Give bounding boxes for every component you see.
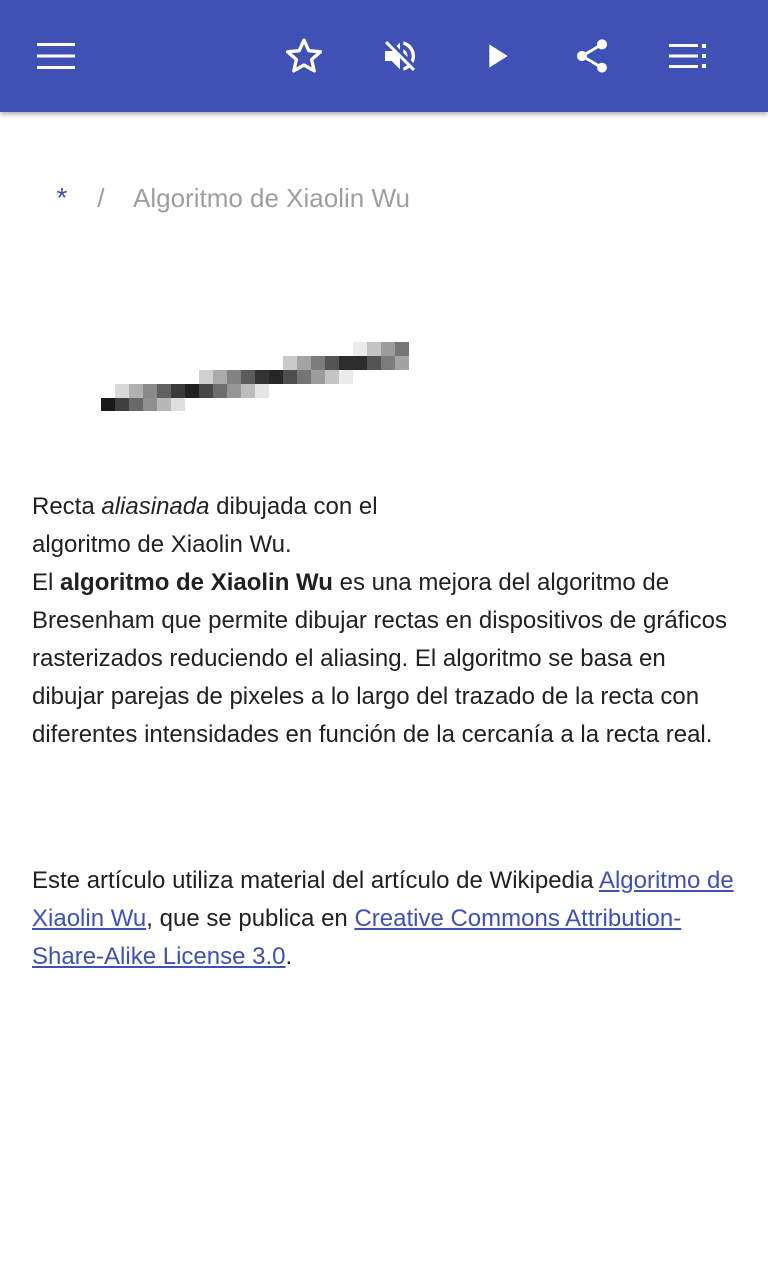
line-pixel <box>143 384 157 398</box>
app-bar <box>0 0 768 112</box>
breadcrumb <box>52 178 410 218</box>
menu-icon <box>37 42 75 70</box>
line-pixel <box>115 398 129 411</box>
breadcrumb-root-link[interactable]: * <box>56 182 68 213</box>
star-outline-icon <box>284 36 324 76</box>
toc-button[interactable] <box>656 24 720 88</box>
play-button[interactable] <box>464 24 528 88</box>
line-pixel <box>227 370 241 384</box>
line-pixel <box>367 356 381 370</box>
share-button[interactable] <box>560 24 624 88</box>
line-pixel <box>213 384 227 398</box>
line-pixel <box>241 384 255 398</box>
favorite-button[interactable] <box>272 24 336 88</box>
article-term: algoritmo de Xiaolin Wu <box>60 569 333 596</box>
line-pixel <box>325 370 339 384</box>
line-pixel <box>129 384 143 398</box>
line-pixel <box>199 384 213 398</box>
line-pixel <box>339 356 353 370</box>
license-link[interactable]: Creative Commons Attribution-Share-Alike License 3.0 <box>32 905 682 970</box>
line-pixel <box>143 398 157 411</box>
share-icon <box>572 36 612 76</box>
line-pixel <box>227 384 241 398</box>
line-pixel <box>115 384 129 398</box>
line-pixel <box>311 356 325 370</box>
wikipedia-article-link[interactable]: Algoritmo de Xiaolin Wu <box>32 867 734 932</box>
play-icon <box>476 36 516 76</box>
line-pixel <box>381 356 395 370</box>
line-pixel <box>241 370 255 384</box>
line-pixel <box>297 370 311 384</box>
line-pixel <box>101 398 115 411</box>
line-pixel <box>157 384 171 398</box>
line-pixel <box>297 356 311 370</box>
breadcrumb-separator: / <box>97 182 105 213</box>
caption-italic: aliasinada <box>101 493 210 520</box>
line-pixel <box>381 342 395 356</box>
volume-off-icon <box>380 36 420 76</box>
line-pixel <box>339 370 353 384</box>
line-pixel <box>325 356 339 370</box>
menu-button[interactable] <box>24 24 88 88</box>
line-pixel <box>395 356 409 370</box>
line-pixel <box>255 384 269 398</box>
breadcrumb-current: Algoritmo de Xiaolin Wu <box>133 182 410 213</box>
attribution-text: Este artículo utiliza material del artículo de Wikipedia Algoritmo de Xiaolin Wu, que se publica en Creative Commons Attribution-Share-Alike License 3.0. <box>32 867 734 970</box>
line-pixel <box>199 370 213 384</box>
article-intro: El algoritmo de Xiaolin Wu es una mejora del algoritmo de Bresenham que permite dibujar rectas en dispositivos de gráficos rasterizados reduciendo el aliasing. El algoritmo se basa en dibujar parejas de pixeles a lo largo del trazado de la recta con diferentes intensidades en función de la cercanía a la recta real. <box>32 569 728 748</box>
line-pixel <box>185 384 199 398</box>
line-pixel <box>311 370 325 384</box>
line-pixel <box>353 356 367 370</box>
line-pixel <box>269 370 283 384</box>
image-caption: Recta aliasinada dibujada con el algoritmo de Xiaolin Wu. <box>32 493 378 558</box>
line-pixel <box>353 342 367 356</box>
sound-button[interactable] <box>368 24 432 88</box>
line-pixel <box>213 370 227 384</box>
line-pixel <box>367 342 381 356</box>
line-pixel <box>171 398 185 411</box>
list-icon <box>669 43 707 69</box>
antialiased-line-image[interactable] <box>100 341 418 411</box>
line-pixel <box>255 370 269 384</box>
line-pixel <box>395 342 409 356</box>
line-pixel <box>283 370 297 384</box>
line-pixel <box>171 384 185 398</box>
line-pixel <box>157 398 171 411</box>
line-pixel <box>129 398 143 411</box>
line-pixel <box>283 356 297 370</box>
